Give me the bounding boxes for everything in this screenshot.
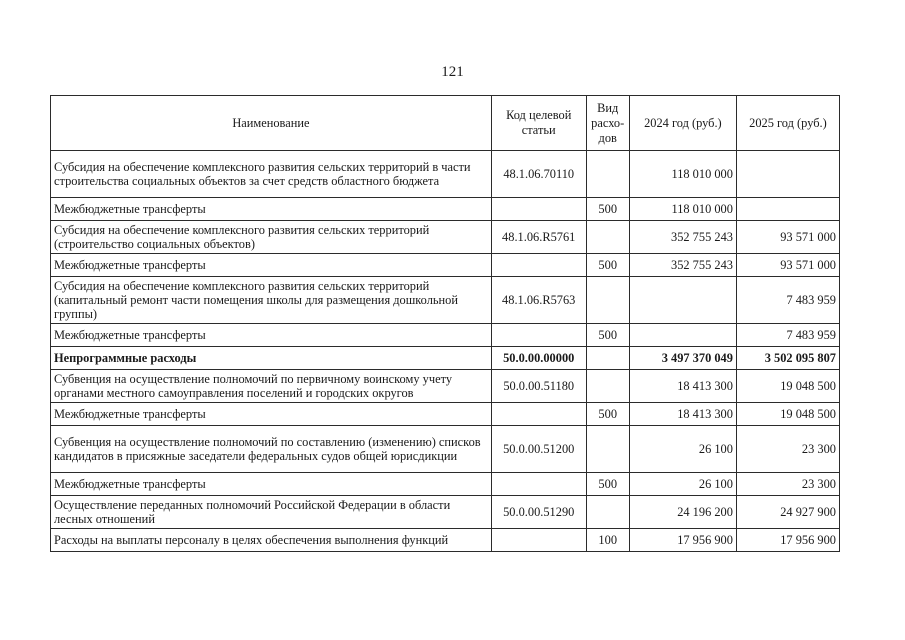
row-2025: 7 483 959	[736, 324, 839, 347]
row-code	[491, 324, 586, 347]
table-row	[51, 198, 840, 221]
header-code: Код целевой статьи	[491, 96, 586, 151]
row-code: 48.1.06.R5761	[491, 221, 586, 254]
row-2024: 24 196 200	[629, 496, 736, 529]
row-code: 48.1.06.R5763	[491, 277, 586, 324]
row-type: 500	[586, 473, 629, 496]
row-name: Межбюджетные трансферты	[51, 324, 492, 347]
row-2025: 19 048 500	[736, 370, 839, 403]
row-2025: 93 571 000	[736, 254, 839, 277]
row-type: 500	[586, 198, 629, 221]
row-name: Непрограммные расходы	[51, 347, 492, 370]
row-type: 500	[586, 403, 629, 426]
row-code	[491, 254, 586, 277]
page-number: 121	[441, 64, 464, 80]
row-2024: 3 497 370 049	[629, 347, 736, 370]
header-type: Вид расхо-дов	[586, 96, 629, 151]
row-2025: 23 300	[736, 473, 839, 496]
row-name: Межбюджетные трансферты	[51, 254, 492, 277]
table-row	[51, 254, 840, 277]
row-type: 500	[586, 324, 629, 347]
row-2024: 26 100	[629, 426, 736, 473]
row-type	[586, 370, 629, 403]
budget-table	[50, 95, 840, 552]
row-2025	[736, 151, 839, 198]
row-2025: 7 483 959	[736, 277, 839, 324]
row-2024: 352 755 243	[629, 221, 736, 254]
row-name: Расходы на выплаты персоналу в целях обеспечения выполнения функций	[51, 529, 492, 552]
table-row	[51, 324, 840, 347]
row-2025	[736, 198, 839, 221]
row-2025: 93 571 000	[736, 221, 839, 254]
table-row	[51, 529, 840, 552]
table-row	[51, 221, 840, 254]
row-code	[491, 403, 586, 426]
row-code: 50.0.00.51200	[491, 426, 586, 473]
row-type: 500	[586, 254, 629, 277]
row-code	[491, 198, 586, 221]
row-type	[586, 221, 629, 254]
row-name: Межбюджетные трансферты	[51, 403, 492, 426]
row-2024: 18 413 300	[629, 370, 736, 403]
row-2024: 352 755 243	[629, 254, 736, 277]
row-name: Субсидия на обеспечение комплексного развития сельских территорий в части строительства социальных объектов за счет средств областного бюджета	[51, 151, 492, 198]
row-code: 50.0.00.00000	[491, 347, 586, 370]
table-row	[51, 277, 840, 324]
row-name: Межбюджетные трансферты	[51, 198, 492, 221]
table-row	[51, 473, 840, 496]
table-row	[51, 151, 840, 198]
row-2024: 17 956 900	[629, 529, 736, 552]
table-row	[51, 370, 840, 403]
row-type: 100	[586, 529, 629, 552]
row-name: Субсидия на обеспечение комплексного развития сельских территорий (строительство социальных объектов)	[51, 221, 492, 254]
row-2025: 3 502 095 807	[736, 347, 839, 370]
row-2025: 23 300	[736, 426, 839, 473]
table-row	[51, 496, 840, 529]
table-row	[51, 426, 840, 473]
row-2024	[629, 277, 736, 324]
row-2025: 17 956 900	[736, 529, 839, 552]
row-name: Субсидия на обеспечение комплексного развития сельских территорий (капитальный ремонт части помещения школы для размещения дошкольной группы)	[51, 277, 492, 324]
row-type	[586, 426, 629, 473]
row-code: 48.1.06.70110	[491, 151, 586, 198]
row-type	[586, 347, 629, 370]
header-year-2024: 2024 год (руб.)	[629, 96, 736, 151]
table-row-section-total	[51, 347, 840, 370]
row-name: Межбюджетные трансферты	[51, 473, 492, 496]
row-type	[586, 496, 629, 529]
table-row	[51, 403, 840, 426]
row-2024: 118 010 000	[629, 151, 736, 198]
row-2025: 24 927 900	[736, 496, 839, 529]
row-code: 50.0.00.51180	[491, 370, 586, 403]
row-code	[491, 473, 586, 496]
row-2024: 118 010 000	[629, 198, 736, 221]
row-2025: 19 048 500	[736, 403, 839, 426]
header-name: Наименование	[51, 96, 492, 151]
row-name: Осуществление переданных полномочий Российской Федерации в области лесных отношений	[51, 496, 492, 529]
row-name: Субвенция на осуществление полномочий по составлению (изменению) списков кандидатов в присяжные заседатели федеральных судов общей юрисдикции	[51, 426, 492, 473]
row-code: 50.0.00.51290	[491, 496, 586, 529]
row-name: Субвенция на осуществление полномочий по первичному воинскому учету органами местного самоуправления поселений и городских округов	[51, 370, 492, 403]
row-2024: 26 100	[629, 473, 736, 496]
row-code	[491, 529, 586, 552]
header-year-2025: 2025 год (руб.)	[736, 96, 839, 151]
row-2024: 18 413 300	[629, 403, 736, 426]
row-2024	[629, 324, 736, 347]
table-header-row	[51, 96, 840, 151]
row-type	[586, 151, 629, 198]
row-type	[586, 277, 629, 324]
